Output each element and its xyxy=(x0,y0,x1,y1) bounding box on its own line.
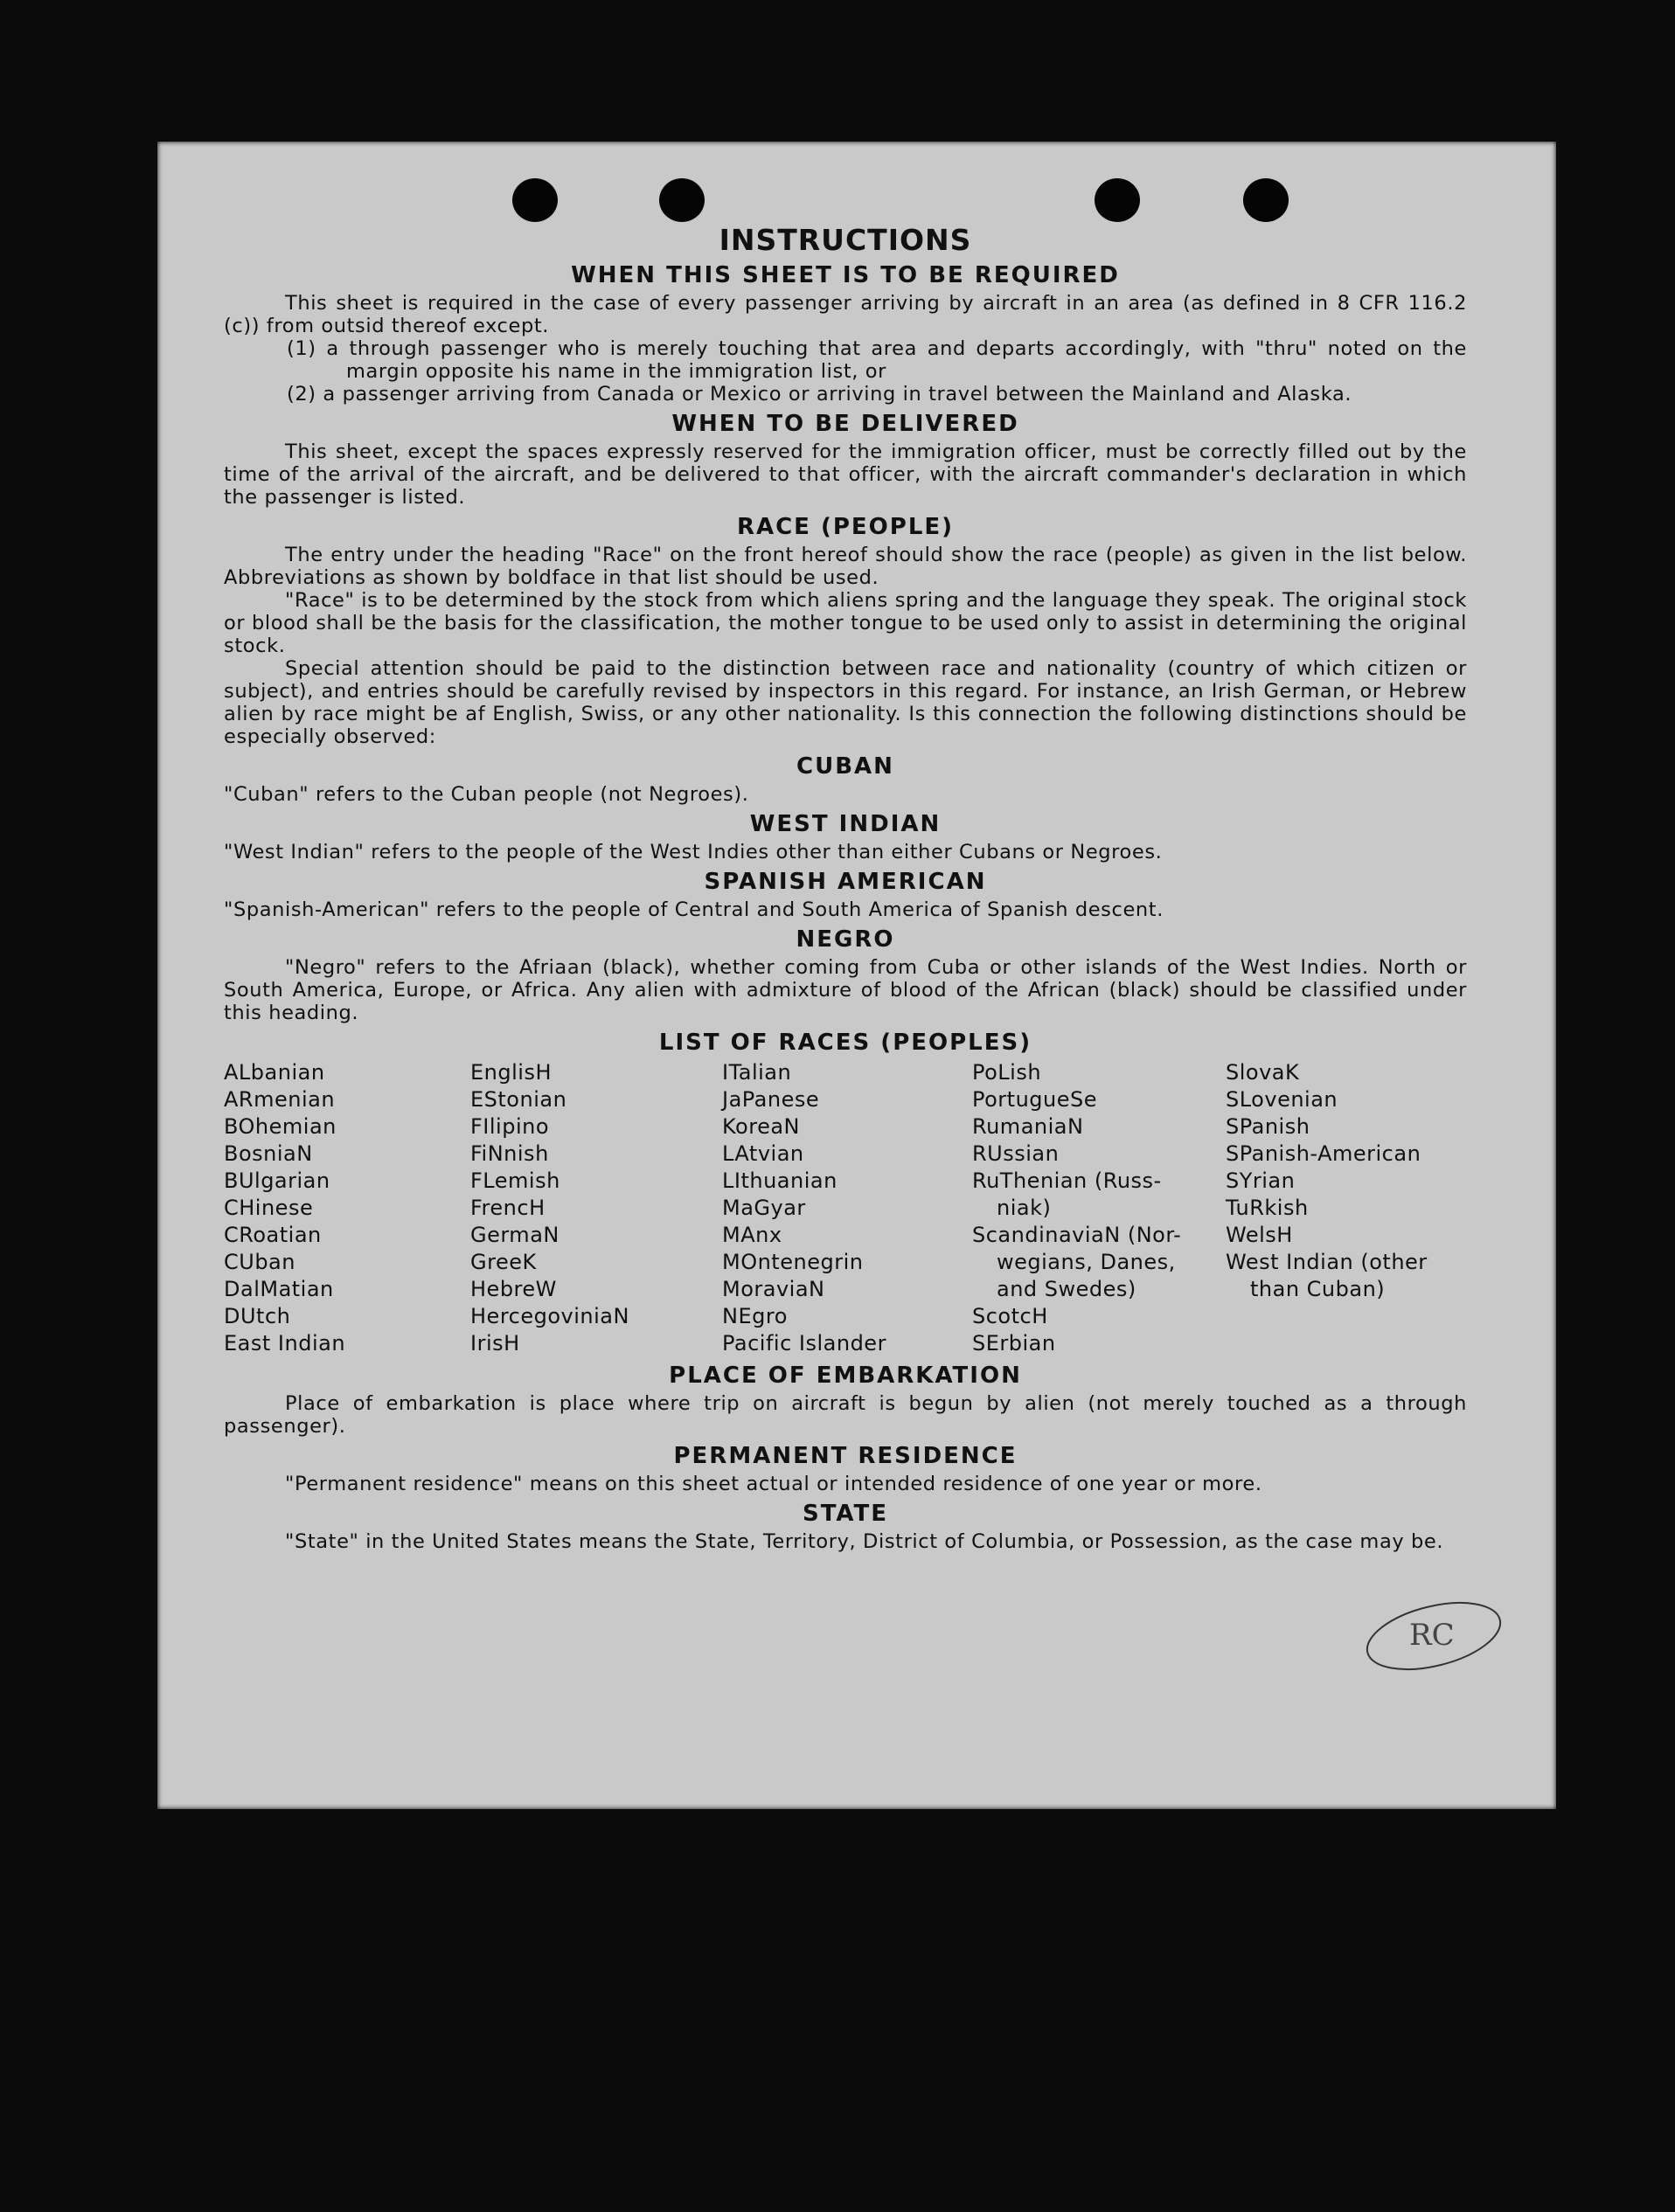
race-entry: BOhemian xyxy=(224,1114,337,1139)
required-item-2: (2) a passenger arriving from Canada or Mexico or arriving in travel between the Mainland and Alaska. xyxy=(287,383,1352,406)
race-entry: RumaniaN xyxy=(972,1114,1084,1139)
race-entry: FrencH xyxy=(470,1196,546,1220)
race-entry: TuRkish xyxy=(1226,1196,1309,1220)
races-list xyxy=(224,1059,1467,1357)
race-entry: EnglisH xyxy=(470,1060,552,1085)
races-column xyxy=(224,1059,470,1357)
race-entry: BosniaN xyxy=(224,1141,313,1166)
race-entry: SErbian xyxy=(972,1331,1056,1356)
race-entry: CRoatian xyxy=(224,1223,322,1247)
race-entry: RUssian xyxy=(972,1141,1060,1166)
cuban-text: "Cuban" refers to the Cuban people (not Negroes). xyxy=(224,783,749,806)
race-entry: niak) xyxy=(997,1196,1052,1220)
race-entry: PortugueSe xyxy=(972,1087,1097,1112)
heading-cuban: CUBAN xyxy=(796,753,894,780)
race-entry: ITalian xyxy=(722,1060,792,1085)
race-entry: SPanish-American xyxy=(1226,1141,1421,1166)
race-entry: and Swedes) xyxy=(997,1277,1136,1301)
state-text: "State" in the United States means the State, Territory, District of Columbia, or Possession, as the case may be. xyxy=(285,1530,1444,1553)
race-entry: RuThenian (Russ- xyxy=(972,1168,1162,1193)
heading-required: WHEN THIS SHEET IS TO BE REQUIRED xyxy=(571,262,1120,288)
required-item-1: (1) a through passenger who is merely touching that area and departs accordingly, with "thru" noted on the margin opposite his name in the immigration list, or xyxy=(287,337,1467,383)
heading-list-of-races: LIST OF RACES (PEOPLES) xyxy=(658,1030,1032,1056)
heading-delivered: WHEN TO BE DELIVERED xyxy=(671,411,1019,437)
race-entry: ScotcH xyxy=(972,1304,1048,1328)
races-column xyxy=(470,1059,722,1357)
race-entry: HercegoviniaN xyxy=(470,1304,629,1328)
heading-state: STATE xyxy=(802,1501,889,1527)
race-entry: than Cuban) xyxy=(1250,1277,1386,1301)
instructions-content xyxy=(224,223,1467,1553)
race-entry: LIthuanian xyxy=(722,1168,838,1193)
negro-text: "Negro" refers to the Afriaan (black), whether coming from Cuba or other islands of the West Indies. North or South America, Europe, or Africa. Any alien with admixture of blood of the African (black) should be classified under this heading. xyxy=(224,956,1467,1024)
race-entry: MOntenegrin xyxy=(722,1250,864,1274)
race-entry: CHinese xyxy=(224,1196,314,1220)
handwritten-annotation xyxy=(1364,1591,1504,1695)
race-entry: West Indian (other xyxy=(1226,1250,1428,1274)
race-entry: BUlgarian xyxy=(224,1168,330,1193)
race-entry: Pacific Islander xyxy=(722,1331,886,1356)
race-entry: FLemish xyxy=(470,1168,560,1193)
page-title: INSTRUCTIONS xyxy=(719,223,972,257)
race-entry: DalMatian xyxy=(224,1277,334,1301)
race-entry: HebreW xyxy=(470,1277,557,1301)
heading-race: RACE (PEOPLE) xyxy=(736,514,955,540)
residence-text: "Permanent residence" means on this sheet actual or intended residence of one year or more. xyxy=(285,1473,1262,1495)
race-entry: GermaN xyxy=(470,1223,559,1247)
race-paragraph-1: The entry under the heading "Race" on the front hereof should show the race (people) as given in the list below. Abbreviations as shown by boldface in that list should be used. xyxy=(224,544,1467,589)
svg-text:RC: RC xyxy=(1409,1618,1455,1653)
races-column xyxy=(722,1059,972,1357)
required-intro: This sheet is required in the case of every passenger arriving by aircraft in an area (as defined in 8 CFR 116.2 (c)) from outsid thereof except. xyxy=(224,292,1467,337)
race-entry: ALbanian xyxy=(224,1060,325,1085)
race-entry: MoraviaN xyxy=(722,1277,825,1301)
race-entry: SPanish xyxy=(1226,1114,1310,1139)
race-entry: SYrian xyxy=(1226,1168,1296,1193)
race-entry: East Indian xyxy=(224,1331,346,1356)
race-entry: EStonian xyxy=(470,1087,567,1112)
race-entry: WelsH xyxy=(1226,1223,1293,1247)
punch-hole xyxy=(512,178,558,222)
race-entry: GreeK xyxy=(470,1250,537,1274)
race-entry: CUban xyxy=(224,1250,295,1274)
race-entry: ARmenian xyxy=(224,1087,336,1112)
race-entry: FiNnish xyxy=(470,1141,549,1166)
punch-hole xyxy=(659,178,705,222)
heading-west-indian: WEST INDIAN xyxy=(749,811,942,837)
race-entry: KoreaN xyxy=(722,1114,800,1139)
race-entry: MAnx xyxy=(722,1223,782,1247)
race-entry: FIlipino xyxy=(470,1114,550,1139)
race-entry: LAtvian xyxy=(722,1141,804,1166)
punch-hole xyxy=(1095,178,1140,222)
race-entry: NEgro xyxy=(722,1304,788,1328)
heading-embarkation: PLACE OF EMBARKATION xyxy=(669,1363,1022,1389)
races-column xyxy=(1226,1059,1462,1357)
punch-hole xyxy=(1243,178,1289,222)
race-entry: DUtch xyxy=(224,1304,291,1328)
west-indian-text: "West Indian" refers to the people of the West Indies other than either Cubans or Negroes. xyxy=(224,841,1163,863)
delivered-text: This sheet, except the spaces expressly reserved for the immigration officer, must be correctly filled out by the time of the arrival of the aircraft, and be delivered to that officer, with the aircraft commander's declaration in which the passenger is listed. xyxy=(224,440,1467,509)
race-entry: PoLish xyxy=(972,1060,1042,1085)
race-paragraph-3: Special attention should be paid to the distinction between race and nationality (country of which citizen or subject), and entries should be carefully revised by inspectors in this regard. For instance, an Irish German, or Hebrew alien by race might be af English, Swiss, or any other nationality. Is this connection the following distinctions should be especially observed: xyxy=(224,657,1467,748)
races-column xyxy=(972,1059,1226,1357)
spanish-american-text: "Spanish-American" refers to the people of Central and South America of Spanish descent. xyxy=(224,898,1164,921)
heading-permanent-residence: PERMANENT RESIDENCE xyxy=(673,1443,1018,1469)
embarkation-text: Place of embarkation is place where trip on aircraft is begun by alien (not merely touched as a through passenger). xyxy=(224,1392,1467,1438)
heading-spanish-american: SPANISH AMERICAN xyxy=(704,869,987,895)
race-entry: SLovenian xyxy=(1226,1087,1338,1112)
race-entry: JaPanese xyxy=(722,1087,820,1112)
race-paragraph-2: "Race" is to be determined by the stock from which aliens spring and the language they speak. The original stock or blood shall be the basis for the classification, the mother tongue to be used only to assist in determining the original stock. xyxy=(224,589,1467,657)
race-entry: MaGyar xyxy=(722,1196,806,1220)
race-entry: ScandinaviaN (Nor- xyxy=(972,1223,1182,1247)
race-entry: SlovaK xyxy=(1226,1060,1300,1085)
race-entry: wegians, Danes, xyxy=(997,1250,1176,1274)
race-entry: IrisH xyxy=(470,1331,520,1356)
heading-negro: NEGRO xyxy=(796,926,895,953)
